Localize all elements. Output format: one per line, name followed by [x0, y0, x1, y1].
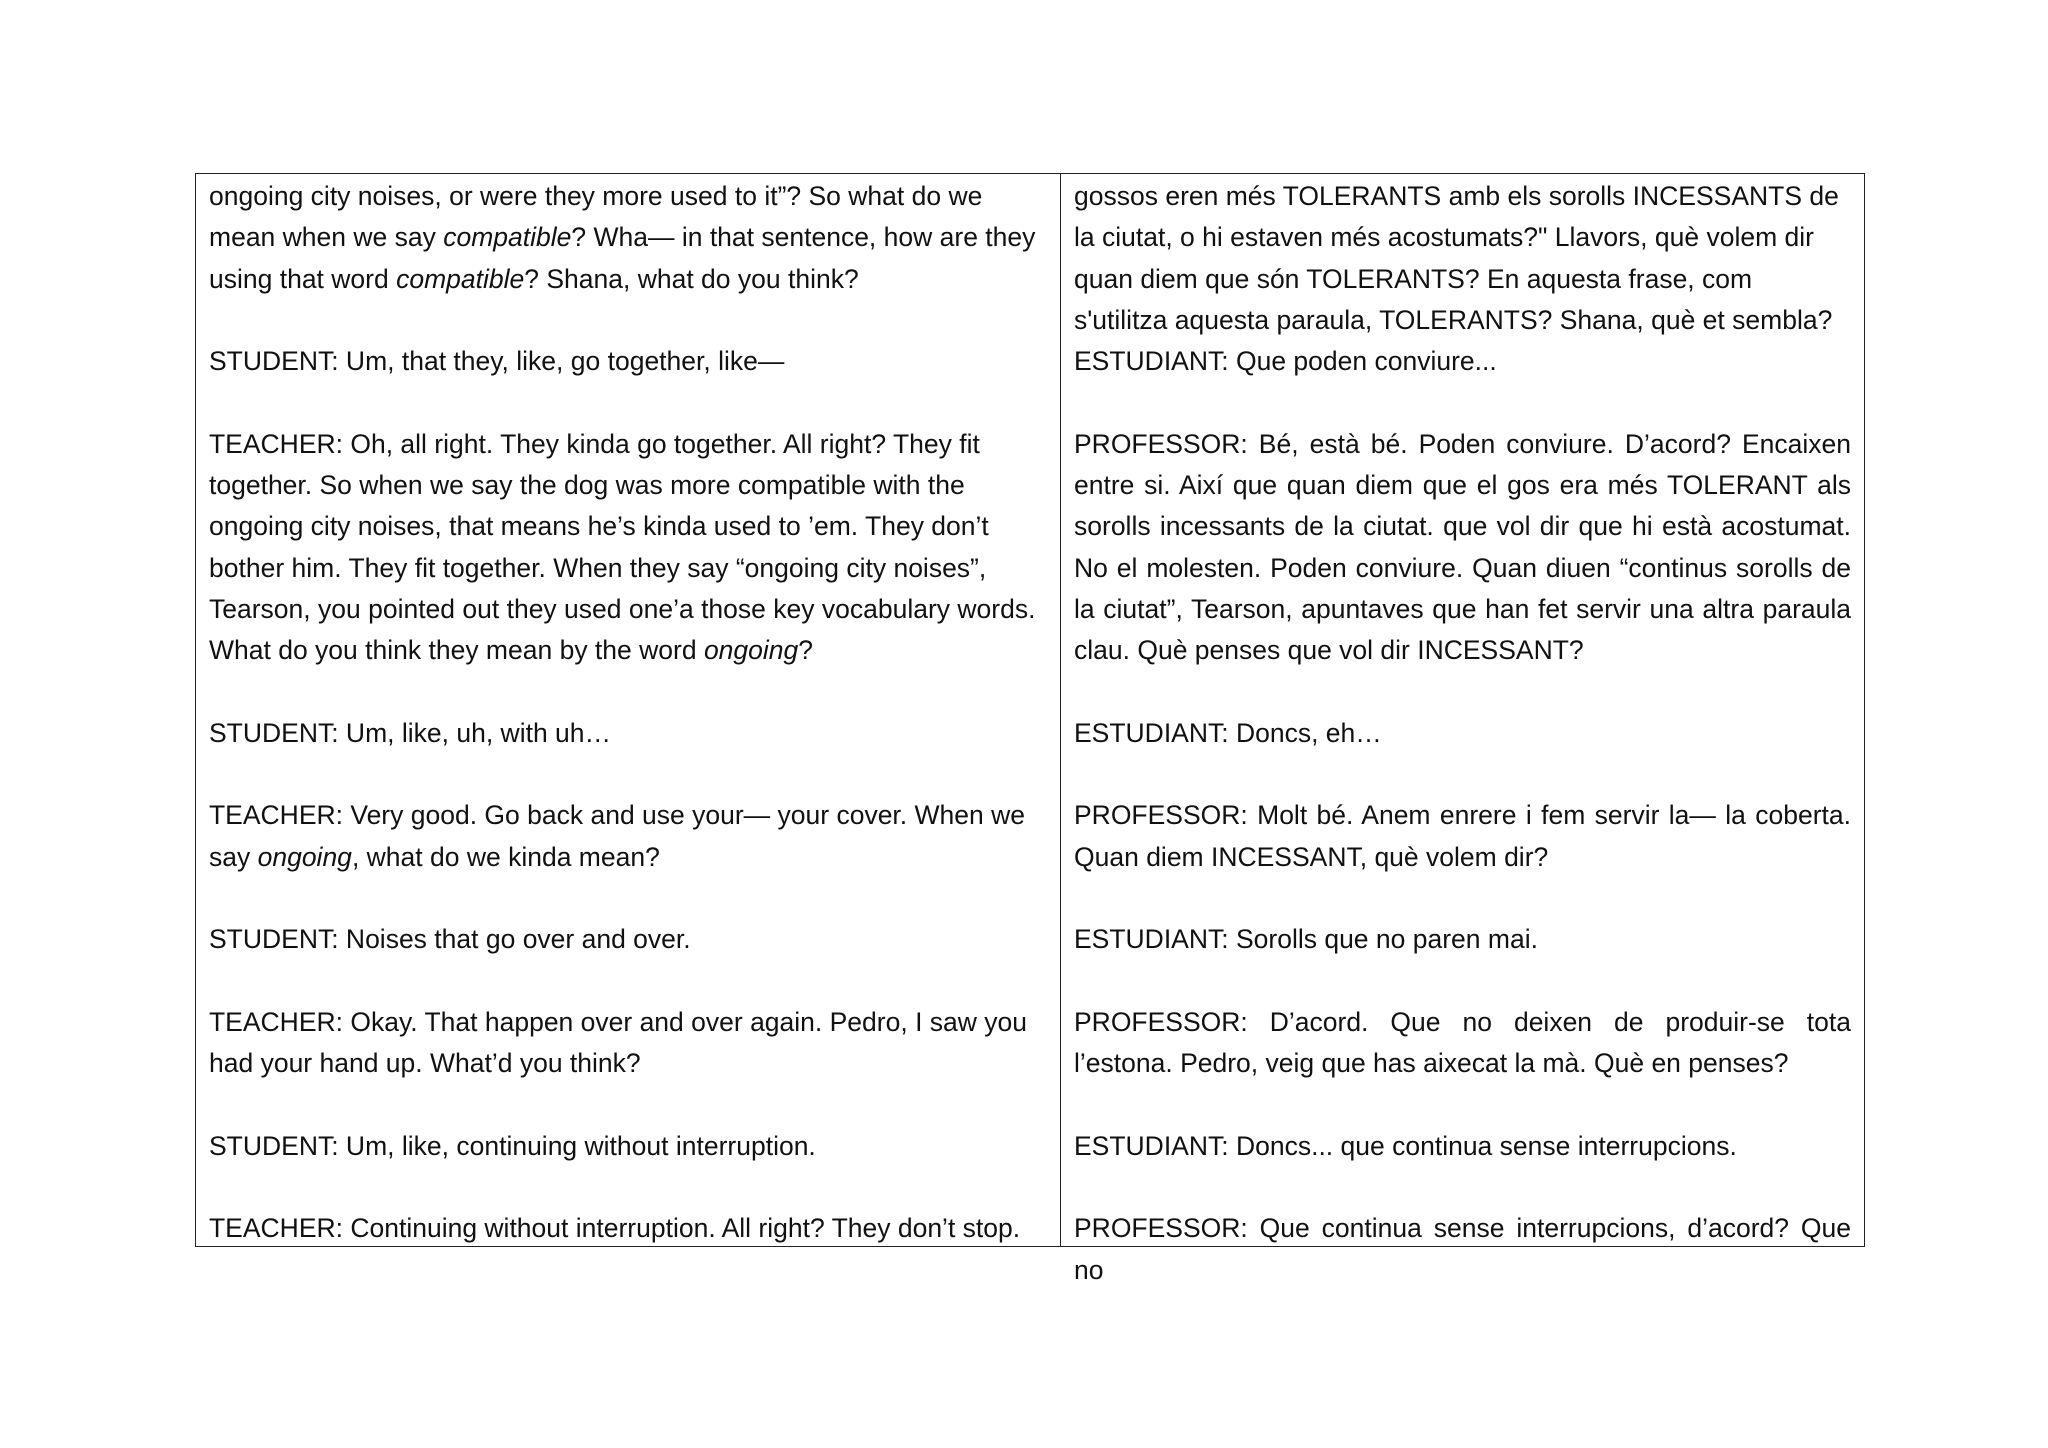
dialogue-paragraph: [209, 176, 1047, 300]
dialogue-paragraph: [209, 1208, 1047, 1249]
paragraph-text: ESTUDIANT: Doncs, eh…: [1074, 717, 1382, 748]
dialogue-paragraph: [1074, 424, 1851, 672]
paragraph-text: TEACHER: Okay. That happen over and over again. Pedro, I saw you had your hand up. What’d you think?: [209, 1006, 1028, 1079]
dialogue-paragraph: [1074, 919, 1851, 960]
dialogue-paragraph: [1074, 1002, 1851, 1085]
english-column: [196, 174, 1061, 1246]
paragraph-text: PROFESSOR: Bé, està bé. Poden conviure. D’acord? Encaixen entre si. Així que quan diem que el gos era més TOLERANT als sorolls incessants de la ciutat. que vol dir que hi està acostumat. No el molesten. Poden conviure. Quan diuen “continus sorolls de la ciutat”, Tearson, apuntaves que han fet servir una altra paraula clau. Què penses que vol dir INCESSANT?: [1074, 428, 1851, 666]
dialogue-paragraph: [209, 713, 1047, 754]
dialogue-paragraph: [209, 919, 1047, 960]
paragraph-text: , what do we kinda mean?: [351, 841, 660, 872]
paragraph-text: TEACHER: Continuing without interruption. All right? They don’t stop.: [209, 1213, 1021, 1244]
paragraph-text: ?: [798, 635, 814, 666]
paragraph-text: TEACHER: Oh, all right. They kinda go together. All right? They fit together. So when we say the dog was more compatible with the ongoing city noises, that means he’s kinda used to ’em. They don’t bother him. They fit together. When they say “ongoing city noises”, Tearson, you pointed out they used one’a those key vocabulary words. What do you think they mean by the word: [209, 428, 1036, 666]
dialogue-paragraph: [1074, 795, 1851, 878]
dialogue-paragraph: [1074, 341, 1851, 382]
paragraph-text: PROFESSOR: Que continua sense interrupcions, d’acord? Que no: [1074, 1213, 1851, 1285]
paragraph-text: PROFESSOR: Molt bé. Anem enrere i fem servir la— la coberta. Quan diem INCESSANT, què volem dir?: [1074, 800, 1851, 872]
dialogue-paragraph: [1074, 1208, 1851, 1291]
paragraph-text: STUDENT: Um, like, uh, with uh…: [209, 717, 612, 748]
paragraph-text: ongoing city noises, or were they more used to it”? So what do we mean when we say: [209, 181, 983, 253]
emphasized-term: compatible: [396, 263, 525, 294]
paragraph-text: TEACHER: Very good. Go back and use your— your cover. When we say: [209, 800, 1025, 872]
catalan-column: [1061, 174, 1864, 1285]
paragraph-text: STUDENT: Um, that they, like, go together, like—: [209, 346, 785, 377]
emphasized-term: ongoing: [257, 841, 352, 872]
dialogue-paragraph: [209, 1002, 1047, 1085]
emphasized-term: ongoing: [703, 635, 799, 666]
dialogue-paragraph: [209, 795, 1047, 878]
paragraph-text: STUDENT: Noises that go over and over.: [209, 924, 691, 955]
paragraph-text: PROFESSOR: D’acord. Que no deixen de produir-se tota l’estona. Pedro, veig que has aixecat la mà. Què en penses?: [1074, 1006, 1851, 1079]
dialogue-paragraph: [209, 1126, 1047, 1167]
paragraph-text: ESTUDIANT: Que poden conviure...: [1074, 346, 1497, 377]
dialogue-paragraph: [1074, 1126, 1851, 1167]
paragraph-text: gossos eren més TOLERANTS amb els sorolls INCESSANTS de la ciutat, o hi estaven més acostumats?" Llavors, què volem dir quan diem que són TOLERANTS? En aquesta frase, com s'utilitza aquesta paraula, TOLERANTS? Shana, què et sembla?: [1074, 181, 1839, 335]
paragraph-text: STUDENT: Um, like, continuing without interruption.: [209, 1130, 816, 1161]
paragraph-text: ESTUDIANT: Doncs... que continua sense interrupcions.: [1074, 1130, 1737, 1161]
translation-table: [195, 173, 1865, 1285]
emphasized-term: compatible: [443, 222, 572, 253]
dialogue-paragraph: [209, 424, 1047, 672]
dialogue-paragraph: [1074, 713, 1851, 754]
dialogue-paragraph: [209, 341, 1047, 382]
paragraph-text: ESTUDIANT: Sorolls que no paren mai.: [1074, 924, 1538, 955]
paragraph-text: ? Shana, what do you think?: [524, 263, 859, 294]
dialogue-paragraph: [1074, 176, 1851, 341]
paragraph-text: ? Wha— in that sentence, how are they using that word: [209, 222, 1036, 294]
